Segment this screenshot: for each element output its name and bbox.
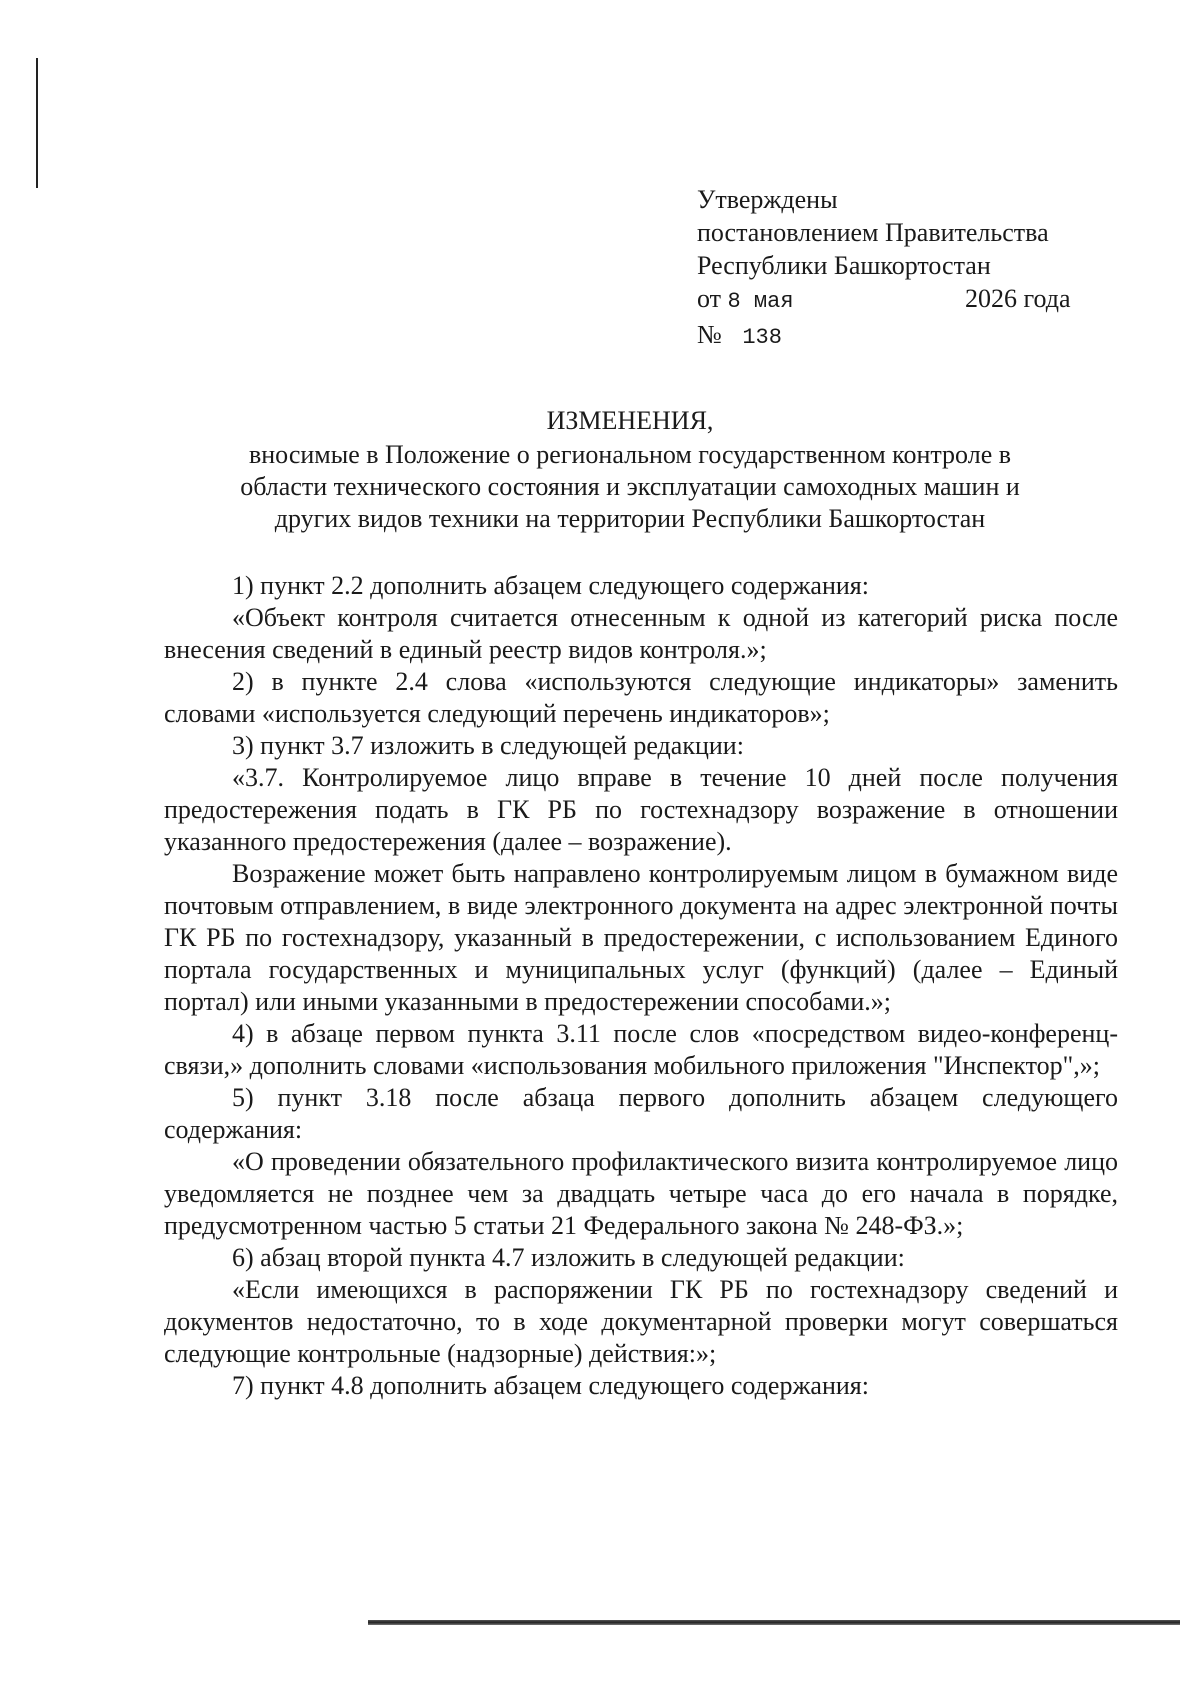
paragraph: 3) пункт 3.7 изложить в следующей редакции: <box>232 731 744 760</box>
paragraph: 7) пункт 4.8 дополнить абзацем следующего содержания: <box>232 1371 869 1400</box>
approval-line-1: Утверждены <box>697 185 838 214</box>
number-prefix: № <box>697 320 722 349</box>
approval-stamp <box>697 183 1117 354</box>
paragraph: 5) пункт 3.18 после абзаца первого дополнить абзацем следующего содержания: <box>164 1083 1118 1144</box>
number-value: 138 <box>742 325 782 350</box>
document-body <box>164 570 1118 1402</box>
title-line-2: области технического состояния и эксплуатации самоходных машин и <box>240 472 1020 501</box>
paragraph: 6) абзац второй пункта 4.7 изложить в следующей редакции: <box>232 1243 905 1272</box>
paragraph: 1) пункт 2.2 дополнить абзацем следующего содержания: <box>232 571 869 600</box>
paragraph: Возражение может быть направлено контролируемым лицом в бумажном виде почтовым отправлением, в виде электронного документа на адрес электронной почты ГК РБ по гостехнадзору, указанный в предостережении, с использованием Единого портала государственных и муниципальных услуг (функций) (далее – Единый портал) или иными указанными в предостережении способами.»; <box>164 859 1118 1016</box>
approval-line-2: постановлением Правительства <box>697 218 1049 247</box>
paragraph: «Если имеющихся в распоряжении ГК РБ по гостехнадзору сведений и документов недостаточно, то в ходе документарной проверки могут совершаться следующие контрольные (надзорные) действия:»; <box>164 1275 1118 1368</box>
scan-artifact-bottom <box>368 1620 1180 1625</box>
approval-number-line <box>697 318 1117 354</box>
paragraph: 4) в абзаце первом пункта 3.11 после слов «посредством видео-конференц-связи,» дополнить словами «использования мобильного приложения "Инспектор",»; <box>164 1019 1118 1080</box>
paragraph: 2) в пункте 2.4 слова «используются следующие индикаторы» заменить словами «используется следующий перечень индикаторов»; <box>164 667 1118 728</box>
document-title <box>150 405 1110 535</box>
date-prefix: от <box>697 284 722 313</box>
scan-artifact-left <box>36 58 38 188</box>
paragraph: «Объект контроля считается отнесенным к одной из категорий риска после внесения сведений в единый реестр видов контроля.»; <box>164 603 1118 664</box>
approval-date-line <box>697 282 1117 318</box>
title-line-1: вносимые в Положение о региональном государственном контроле в <box>248 440 1012 469</box>
title-line-3: других видов техники на территории Республики Башкортостан <box>274 504 986 533</box>
approval-line-3: Республики Башкортостан <box>697 251 991 280</box>
date-value: 8 мая <box>727 289 794 314</box>
date-year: 2026 года <box>965 284 1071 313</box>
paragraph: «О проведении обязательного профилактического визита контролируемое лицо уведомляется не позднее чем за двадцать четыре часа до его начала в порядке, предусмотренном частью 5 статьи 21 Федерального закона № 248-ФЗ.»; <box>164 1147 1118 1240</box>
paragraph: «3.7. Контролируемое лицо вправе в течение 10 дней после получения предостережения подать в ГК РБ по гостехнадзору возражение в отношении указанного предостережения (далее – возражение). <box>164 763 1118 856</box>
title-main: ИЗМЕНЕНИЯ, <box>546 406 714 435</box>
